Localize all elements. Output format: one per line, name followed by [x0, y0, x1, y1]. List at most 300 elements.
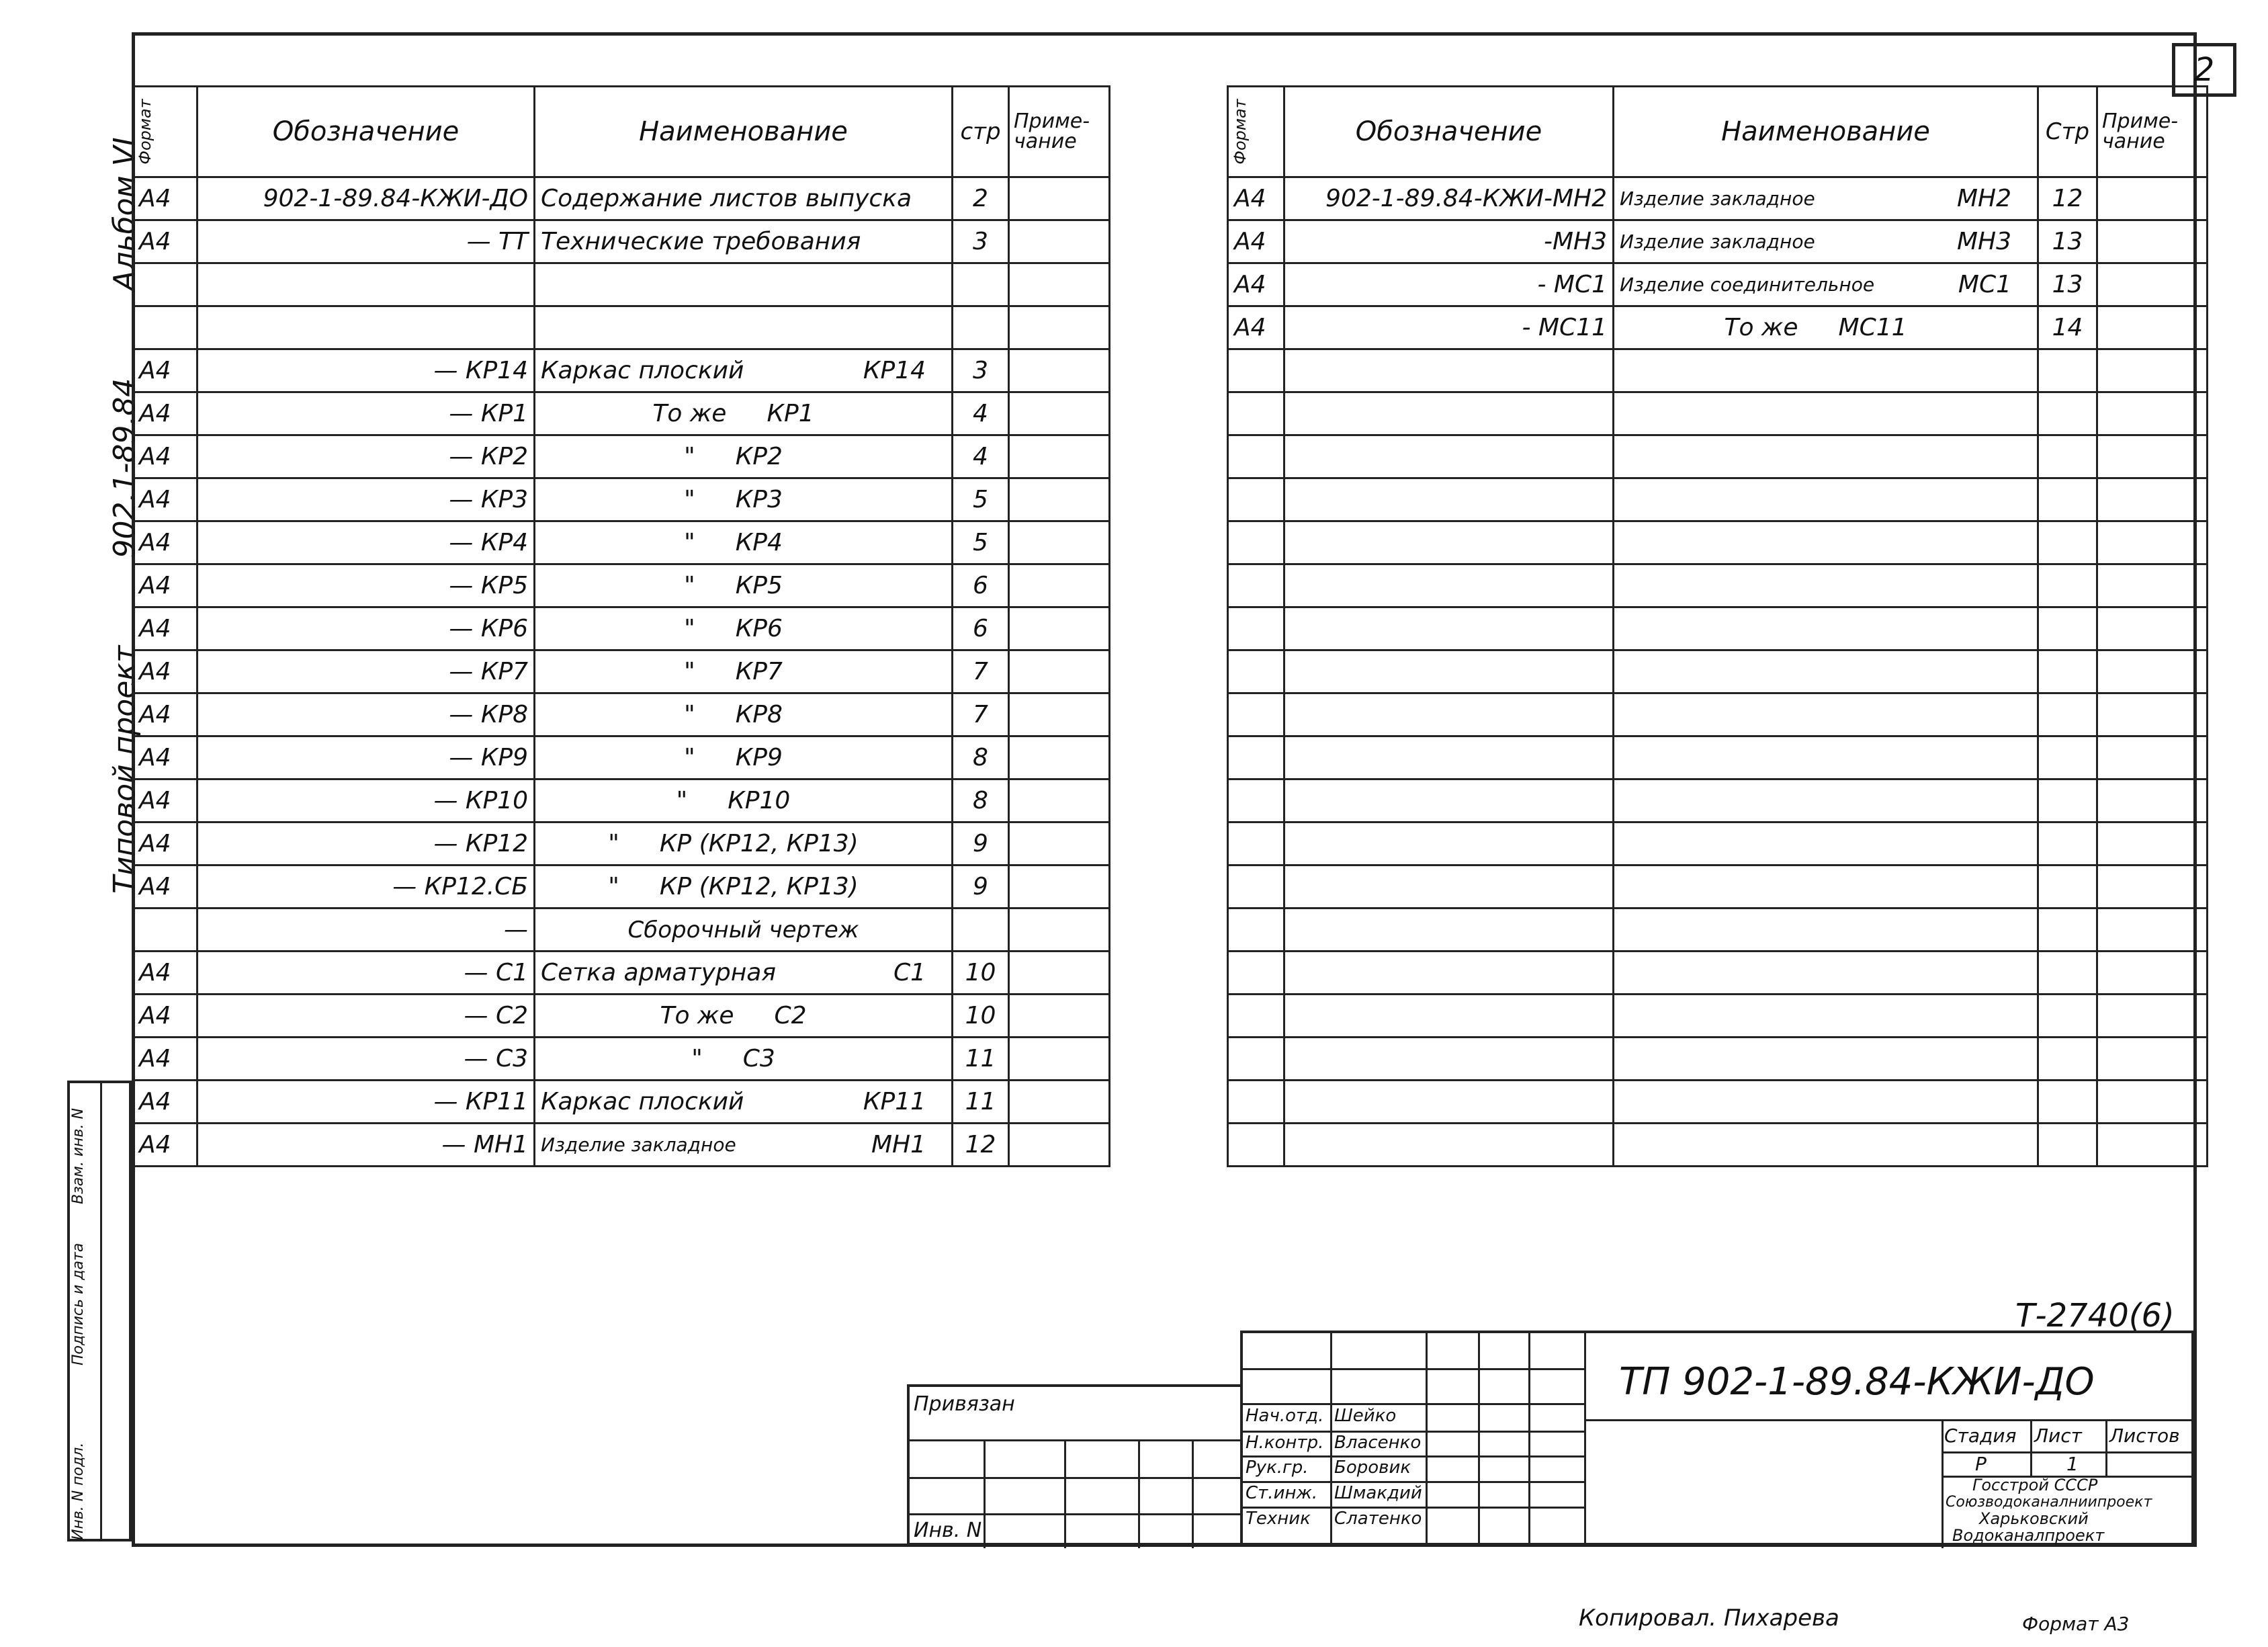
cell-code: — С1: [198, 952, 535, 995]
cell-name: [535, 349, 953, 392]
cell-fmt: А4: [133, 607, 198, 650]
table-row: [133, 607, 1110, 650]
table-row: [133, 306, 1110, 349]
cell-code: [1284, 736, 1614, 779]
item-code: С2: [774, 1002, 807, 1029]
signature-role: Рук.гр.: [1246, 1458, 1309, 1478]
side-title-project: Типовой проект: [107, 645, 142, 894]
table-row: [133, 995, 1110, 1038]
cell-fmt: [133, 306, 198, 349]
cell-code: — КР12: [198, 822, 535, 865]
cell-name: [535, 650, 953, 693]
cell-page: 2: [953, 177, 1009, 220]
signature-name: Шмакдий: [1334, 1483, 1422, 1503]
cell-code: — КР14: [198, 349, 535, 392]
cell-page: 11: [953, 1038, 1009, 1081]
table-row: [133, 435, 1110, 478]
table-row: [133, 693, 1110, 736]
cell-name: [1614, 909, 2038, 952]
item-code: С3: [742, 1045, 775, 1072]
cell-name: [1614, 564, 2038, 607]
table-row: [133, 865, 1110, 909]
cell-fmt: А4: [133, 693, 198, 736]
cell-note: [1009, 177, 1110, 220]
cell-note: [2097, 349, 2208, 392]
signature-role: Ст.инж.: [1246, 1483, 1318, 1503]
item-code: КР4: [735, 529, 783, 556]
table-row: [1228, 650, 2208, 693]
cell-code: — КР5: [198, 564, 535, 607]
item-name: Каркас плоский: [541, 357, 744, 384]
table-header: [133, 87, 1110, 177]
header-note: Приме- чание: [2097, 87, 2208, 177]
cell-code: [1284, 865, 1614, 909]
table-row: [133, 952, 1110, 995]
cell-fmt: А4: [133, 1124, 198, 1167]
cell-code: —: [198, 909, 535, 952]
organization: Госстрой СССР Союзводоканалниипроект Харьковский Водоканалпроект: [1946, 1476, 2152, 1545]
cell-fmt: А4: [133, 177, 198, 220]
table-row: [133, 779, 1110, 822]
cell-page: [953, 306, 1009, 349]
contents-table-left: [132, 85, 1110, 1167]
cell-name: [535, 306, 953, 349]
cell-note: [1009, 865, 1110, 909]
cell-page: [2038, 1124, 2097, 1167]
cell-name: [535, 952, 953, 995]
cell-note: [2097, 736, 2208, 779]
table-row: [1228, 564, 2208, 607]
table-row: [1228, 995, 2208, 1038]
cell-fmt: А4: [1228, 306, 1284, 349]
cell-code: — КР12.СБ: [198, 865, 535, 909]
cell-page: [2038, 909, 2097, 952]
table-row: [133, 1081, 1110, 1124]
cell-name: [1614, 177, 2038, 220]
cell-page: 3: [953, 349, 1009, 392]
item-name: ": [676, 787, 688, 814]
item-name: ": [608, 830, 619, 857]
item-code: КР9: [735, 744, 783, 771]
cell-note: [2097, 220, 2208, 263]
header-format: Формат: [133, 87, 198, 177]
table-row: [133, 909, 1110, 952]
cell-fmt: [1228, 822, 1284, 865]
cell-fmt: [1228, 1038, 1284, 1081]
item-code: КР8: [735, 701, 783, 728]
cell-fmt: А4: [133, 220, 198, 263]
cell-page: 13: [2038, 220, 2097, 263]
cell-name: [535, 822, 953, 865]
sheets-label: Листов: [2109, 1425, 2180, 1447]
item-name: ": [691, 1045, 703, 1072]
doc-designation: ТП 902-1-89.84-КЖИ-ДО: [1619, 1360, 2095, 1404]
item-code: КР7: [735, 658, 783, 685]
cell-fmt: А4: [133, 478, 198, 521]
cell-note: [2097, 478, 2208, 521]
cell-page: [2038, 435, 2097, 478]
cell-page: 9: [953, 865, 1009, 909]
cell-name: [1614, 521, 2038, 564]
item-code: КР14: [863, 357, 926, 384]
cell-fmt: А4: [133, 952, 198, 995]
table-row: [1228, 607, 2208, 650]
header-name: Наименование: [1614, 87, 2038, 177]
item-code: КР (КР12, КР13): [659, 873, 859, 900]
cell-fmt: [1228, 650, 1284, 693]
cell-code: - МС11: [1284, 306, 1614, 349]
cell-code: — КР1: [198, 392, 535, 435]
cell-note: [1009, 435, 1110, 478]
cell-page: [2038, 607, 2097, 650]
item-code: КР1: [767, 400, 814, 427]
table-row: [1228, 435, 2208, 478]
cell-name: [1614, 822, 2038, 865]
cell-note: [2097, 392, 2208, 435]
table-row: [133, 822, 1110, 865]
tied-label: Привязан: [914, 1392, 1015, 1416]
table-row: [1228, 952, 2208, 995]
cell-page: [2038, 650, 2097, 693]
signature-role: Техник: [1246, 1509, 1311, 1529]
cell-note: [1009, 263, 1110, 306]
inv-label: Инв. N: [914, 1519, 982, 1542]
item-name: ": [608, 873, 619, 900]
cell-fmt: [1228, 392, 1284, 435]
cell-code: 902-1-89.84-КЖИ-ДО: [198, 177, 535, 220]
cell-page: 9: [953, 822, 1009, 865]
cell-fmt: А4: [133, 349, 198, 392]
item-name: ": [684, 701, 695, 728]
cell-page: [2038, 564, 2097, 607]
cell-note: [1009, 995, 1110, 1038]
stage-value: Р: [1975, 1453, 1987, 1475]
cell-note: [2097, 1124, 2208, 1167]
item-code: МН2: [1956, 185, 2011, 212]
cell-note: [2097, 435, 2208, 478]
cell-code: 902-1-89.84-КЖИ-МН2: [1284, 177, 1614, 220]
cell-page: 6: [953, 607, 1009, 650]
cell-note: [2097, 693, 2208, 736]
cell-fmt: А4: [1228, 220, 1284, 263]
cell-code: [1284, 693, 1614, 736]
cell-fmt: А4: [133, 995, 198, 1038]
side-title-album: Альбом VI: [107, 137, 142, 291]
item-code: КР6: [735, 615, 783, 642]
doc-ref: Т-2740(6): [2015, 1297, 2175, 1335]
strip-label-replace: Взам. инв. N: [70, 1108, 87, 1204]
item-code: КР11: [863, 1088, 926, 1115]
cell-name: [1614, 435, 2038, 478]
cell-fmt: А4: [133, 435, 198, 478]
cell-name: [1614, 306, 2038, 349]
cell-code: [1284, 1124, 1614, 1167]
cell-note: [1009, 521, 1110, 564]
cell-page: [2038, 1081, 2097, 1124]
table-row: [1228, 1038, 2208, 1081]
cell-page: 6: [953, 564, 1009, 607]
item-code: КР3: [735, 486, 783, 513]
sheet-label: Лист: [2034, 1425, 2082, 1447]
cell-name: [535, 1124, 953, 1167]
table-row: [133, 650, 1110, 693]
header-page: Стр: [2038, 87, 2097, 177]
cell-fmt: А4: [133, 521, 198, 564]
left-stamp-strip: [67, 1081, 132, 1542]
cell-name: [535, 392, 953, 435]
cell-page: [2038, 478, 2097, 521]
cell-page: 11: [953, 1081, 1009, 1124]
cell-note: [2097, 952, 2208, 995]
item-code: МН3: [1956, 228, 2011, 255]
strip-label-inv: Инв. N подл.: [70, 1442, 87, 1540]
cell-code: [1284, 435, 1614, 478]
cell-fmt: [1228, 1124, 1284, 1167]
cell-page: [2038, 822, 2097, 865]
cell-note: [1009, 392, 1110, 435]
cell-name: [535, 177, 953, 220]
cell-note: [1009, 220, 1110, 263]
table-row: [1228, 263, 2208, 306]
cell-name: [1614, 779, 2038, 822]
cell-fmt: [1228, 1081, 1284, 1124]
item-name: ": [684, 572, 695, 599]
table-row: [133, 478, 1110, 521]
cell-name: [535, 564, 953, 607]
cell-page: 4: [953, 435, 1009, 478]
cell-note: [2097, 564, 2208, 607]
cell-code: [1284, 349, 1614, 392]
cell-fmt: А4: [133, 564, 198, 607]
item-name: Сетка арматурная: [541, 959, 777, 986]
item-name: ": [684, 486, 695, 513]
table-row: [1228, 392, 2208, 435]
cell-name: [1614, 1081, 2038, 1124]
cell-page: [2038, 779, 2097, 822]
cell-fmt: А4: [133, 1081, 198, 1124]
cell-page: 10: [953, 952, 1009, 995]
sheet-value: 1: [2066, 1453, 2079, 1475]
cell-code: -МН3: [1284, 220, 1614, 263]
cell-page: [2038, 995, 2097, 1038]
cell-note: [1009, 736, 1110, 779]
signature-role: Н.контр.: [1246, 1433, 1324, 1453]
title-block: [1240, 1331, 2194, 1546]
cell-name: [535, 779, 953, 822]
signature-name: Власенко: [1334, 1433, 1422, 1453]
cell-page: [2038, 865, 2097, 909]
cell-fmt: [1228, 349, 1284, 392]
cell-page: [2038, 1038, 2097, 1081]
cell-code: — КР4: [198, 521, 535, 564]
tied-block: [907, 1384, 1243, 1546]
cell-page: 13: [2038, 263, 2097, 306]
cell-name: [1614, 220, 2038, 263]
cell-name: [535, 521, 953, 564]
stage-label: Стадия: [1944, 1425, 2017, 1447]
cell-code: — КР8: [198, 693, 535, 736]
cell-name: [535, 995, 953, 1038]
item-name: ": [684, 744, 695, 771]
table-row: [133, 349, 1110, 392]
item-name: То же: [1724, 314, 1798, 341]
cell-fmt: [1228, 779, 1284, 822]
cell-fmt: [133, 909, 198, 952]
cell-fmt: А4: [133, 650, 198, 693]
table-row: [1228, 865, 2208, 909]
cell-fmt: [1228, 478, 1284, 521]
cell-code: — КР6: [198, 607, 535, 650]
cell-code: - МС1: [1284, 263, 1614, 306]
signature-role: Нач.отд.: [1246, 1406, 1324, 1426]
cell-name: [535, 1081, 953, 1124]
cell-fmt: А4: [1228, 177, 1284, 220]
item-code: КР5: [735, 572, 783, 599]
signature-name: Слатенко: [1334, 1509, 1422, 1529]
cell-note: [2097, 779, 2208, 822]
cell-name: [535, 1038, 953, 1081]
cell-fmt: А4: [133, 779, 198, 822]
cell-name: [1614, 650, 2038, 693]
cell-note: [1009, 650, 1110, 693]
table-row: [1228, 349, 2208, 392]
cell-page: [2038, 693, 2097, 736]
cell-code: [198, 263, 535, 306]
cell-fmt: [1228, 435, 1284, 478]
cell-note: [2097, 1038, 2208, 1081]
cell-note: [2097, 263, 2208, 306]
item-code: МС11: [1838, 314, 1907, 341]
header-name: Наименование: [535, 87, 953, 177]
cell-name: [1614, 736, 2038, 779]
format-label: Формат А3: [2022, 1613, 2130, 1635]
item-code: МН1: [871, 1131, 926, 1158]
cell-note: [2097, 177, 2208, 220]
cell-fmt: [1228, 693, 1284, 736]
cell-note: [2097, 995, 2208, 1038]
table-row: [1228, 1081, 2208, 1124]
cell-fmt: А4: [133, 392, 198, 435]
cell-name: [535, 220, 953, 263]
item-name: ": [684, 529, 695, 556]
cell-note: [2097, 521, 2208, 564]
cell-name: [1614, 478, 2038, 521]
cell-note: [1009, 478, 1110, 521]
cell-name: [535, 693, 953, 736]
cell-name: [1614, 693, 2038, 736]
cell-name: [1614, 952, 2038, 995]
cell-fmt: А4: [1228, 263, 1284, 306]
cell-page: [2038, 736, 2097, 779]
cell-page: [953, 909, 1009, 952]
cell-code: [1284, 995, 1614, 1038]
cell-name: [535, 478, 953, 521]
signature-name: Боровик: [1334, 1458, 1411, 1478]
table-row: [133, 392, 1110, 435]
cell-code: — ТТ: [198, 220, 535, 263]
item-name: Изделие закладное: [1620, 187, 1815, 210]
cell-page: 7: [953, 650, 1009, 693]
copied-by: Копировал. Пихарева: [1579, 1605, 1839, 1632]
cell-name: [535, 607, 953, 650]
table-row: [1228, 736, 2208, 779]
item-code: КР (КР12, КР13): [659, 830, 859, 857]
table-row: [1228, 909, 2208, 952]
cell-note: [2097, 865, 2208, 909]
cell-fmt: [1228, 521, 1284, 564]
table-row: [1228, 779, 2208, 822]
cell-page: 5: [953, 478, 1009, 521]
cell-code: — КР2: [198, 435, 535, 478]
signature-name: Шейко: [1334, 1406, 1397, 1426]
cell-page: 14: [2038, 306, 2097, 349]
cell-name: [1614, 1124, 2038, 1167]
cell-code: [1284, 564, 1614, 607]
cell-page: [2038, 521, 2097, 564]
item-name: Технические требования: [541, 228, 861, 255]
cell-note: [1009, 306, 1110, 349]
cell-code: — МН1: [198, 1124, 535, 1167]
table-row: [133, 1038, 1110, 1081]
cell-fmt: [1228, 865, 1284, 909]
cell-code: [1284, 607, 1614, 650]
cell-note: [1009, 1124, 1110, 1167]
cell-page: 12: [953, 1124, 1009, 1167]
cell-page: 3: [953, 220, 1009, 263]
cell-name: [535, 435, 953, 478]
table-row: [1228, 177, 2208, 220]
cell-code: [1284, 822, 1614, 865]
item-name: ": [684, 443, 695, 470]
cell-code: — КР9: [198, 736, 535, 779]
item-name: Сборочный чертеж: [627, 916, 859, 943]
cell-name: [1614, 607, 2038, 650]
cell-code: [1284, 1081, 1614, 1124]
cell-name: [535, 865, 953, 909]
cell-code: [1284, 1038, 1614, 1081]
cell-code: [1284, 392, 1614, 435]
strip-label-sign: Подпись и дата: [70, 1242, 87, 1365]
item-code: МС1: [1958, 271, 2011, 298]
cell-code: — КР7: [198, 650, 535, 693]
sheet-number: 2: [2172, 43, 2236, 97]
cell-note: [2097, 1081, 2208, 1124]
cell-code: — КР3: [198, 478, 535, 521]
cell-page: 8: [953, 736, 1009, 779]
cell-note: [1009, 349, 1110, 392]
cell-note: [1009, 822, 1110, 865]
table-row: [133, 1124, 1110, 1167]
cell-name: [1614, 263, 2038, 306]
cell-fmt: А4: [133, 1038, 198, 1081]
item-name: Изделие соединительное: [1620, 273, 1875, 296]
cell-name: [535, 909, 953, 952]
cell-code: [198, 306, 535, 349]
cell-name: [1614, 995, 2038, 1038]
cell-page: [2038, 349, 2097, 392]
cell-page: 8: [953, 779, 1009, 822]
cell-code: — С3: [198, 1038, 535, 1081]
cell-note: [2097, 306, 2208, 349]
cell-page: 10: [953, 995, 1009, 1038]
table-row: [133, 177, 1110, 220]
cell-code: [1284, 952, 1614, 995]
item-name: Изделие закладное: [1620, 230, 1815, 253]
table-row: [1228, 1124, 2208, 1167]
cell-name: [535, 736, 953, 779]
cell-fmt: [1228, 736, 1284, 779]
cell-note: [2097, 650, 2208, 693]
